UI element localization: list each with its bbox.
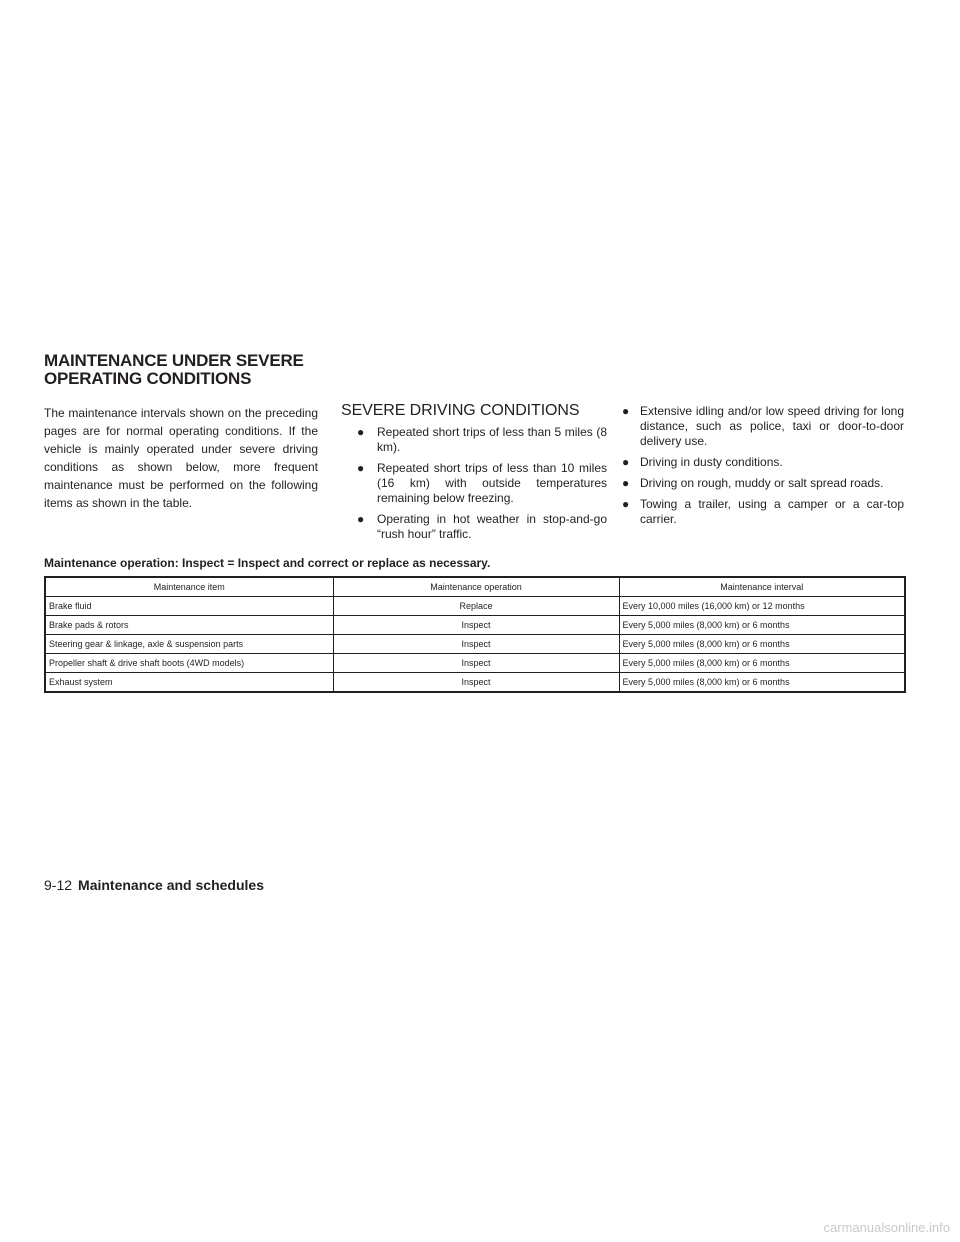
header-maintenance-interval: Maintenance interval <box>619 577 905 597</box>
chapter-title: Maintenance and schedules <box>78 877 264 893</box>
cell-operation: Inspect <box>333 673 619 693</box>
cell-interval: Every 5,000 miles (8,000 km) or 6 months <box>619 654 905 673</box>
cell-item: Brake fluid <box>45 597 333 616</box>
section-title-line-1: MAINTENANCE UNDER SEVERE <box>44 351 304 370</box>
cell-interval: Every 5,000 miles (8,000 km) or 6 months <box>619 673 905 693</box>
cell-operation: Replace <box>333 597 619 616</box>
table-row <box>45 654 905 673</box>
cell-operation: Inspect <box>333 616 619 635</box>
condition-item: ● Driving on rough, muddy or salt spread roads. <box>622 476 884 490</box>
cell-item: Steering gear & linkage, axle & suspension parts <box>45 635 333 654</box>
conditions-list-2 <box>622 404 904 527</box>
cell-item: Brake pads & rotors <box>45 616 333 635</box>
bullet-icon: ● <box>357 425 365 439</box>
condition-item: ● Operating in hot weather in stop-and-go “rush hour” traffic. <box>357 512 607 541</box>
condition-item: ● Towing a trailer, using a camper or a car-top carrier. <box>622 497 904 526</box>
cell-operation: Inspect <box>333 635 619 654</box>
condition-item: ● Repeated short trips of less than 10 miles (16 km) with outside temperatures remaining below freezing. <box>357 461 607 505</box>
cell-interval: Every 5,000 miles (8,000 km) or 6 months <box>619 616 905 635</box>
bullet-icon: ● <box>357 461 365 475</box>
severe-conditions-column-2 <box>622 404 904 533</box>
bullet-icon: ● <box>357 512 365 526</box>
table-note: Maintenance operation: Inspect = Inspect and correct or replace as necessary. <box>44 556 491 570</box>
table-row <box>45 597 905 616</box>
section-title <box>44 352 304 388</box>
bullet-icon: ● <box>622 476 630 490</box>
header-maintenance-operation: Maintenance operation <box>333 577 619 597</box>
cell-operation: Inspect <box>333 654 619 673</box>
cell-interval: Every 10,000 miles (16,000 km) or 12 months <box>619 597 905 616</box>
cell-interval: Every 5,000 miles (8,000 km) or 6 months <box>619 635 905 654</box>
page-footer <box>44 876 264 894</box>
page-number: 9-12 <box>44 877 73 893</box>
table-row <box>45 673 905 693</box>
severe-conditions-column-1 <box>341 401 607 548</box>
cell-item: Propeller shaft & drive shaft boots (4WD models) <box>45 654 333 673</box>
conditions-list-1 <box>341 425 607 542</box>
condition-item: ● Driving in dusty conditions. <box>622 455 783 469</box>
bullet-icon: ● <box>622 455 630 469</box>
table-header-row <box>45 577 905 597</box>
condition-item: ● Extensive idling and/or low speed driving for long distance, such as police, taxi or door-to-door delivery use. <box>622 404 904 448</box>
bullet-icon: ● <box>622 497 630 511</box>
header-maintenance-item: Maintenance item <box>45 577 333 597</box>
maintenance-table <box>44 576 906 693</box>
intro-paragraph: The maintenance intervals shown on the preceding pages are for normal operating conditions. If the vehicle is mainly operated under severe driving conditions as shown below, more frequent maintenance must be performed on the following items as shown in the table. <box>44 406 318 510</box>
section-title-line-2: OPERATING CONDITIONS <box>44 369 252 388</box>
table-row <box>45 616 905 635</box>
table-row <box>45 635 905 654</box>
bullet-icon: ● <box>622 404 630 418</box>
watermark-text: carmanualsonline.info <box>823 1220 950 1235</box>
condition-item: ● Repeated short trips of less than 5 miles (8 km). <box>357 425 607 454</box>
severe-driving-conditions-heading: SEVERE DRIVING CONDITIONS <box>341 402 580 419</box>
cell-item: Exhaust system <box>45 673 333 693</box>
